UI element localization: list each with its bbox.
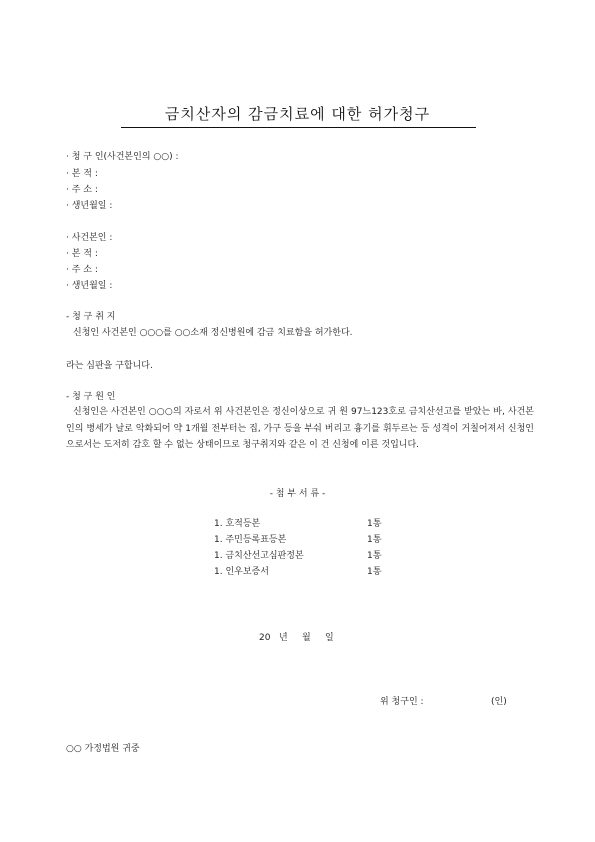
seal-mark: (인) [491, 697, 507, 707]
claimant-address: · 주 소 : [66, 185, 98, 195]
title-underline [121, 127, 476, 128]
attachment-item-name: 1. 금치산선고심판정본 [214, 551, 304, 561]
attachment-item-name: 1. 인우보증서 [214, 567, 269, 577]
cause-text: 신청인은 사건본인 ○○○의 자로서 위 사건본인은 정신이상으로 귀 원 97느123호로 금치산선고를 받았는 바, 사건본인의 병세가 날로 악화되어 약 1개월 전부터는 집, 가구 등을 부숴 버리고 흉기를 휘두르는 등 성격이 거칠어져서 신청인으로서는 도저히 감호 할 수 없는 상태이므로 청구취지와 같은 이 건 신청에 이른 것입니다. [66, 407, 534, 450]
attachment-item-name: 1. 호적등본 [214, 519, 261, 529]
attachment-item-qty: 1통 [367, 535, 382, 545]
principal-address: · 주 소 : [66, 265, 98, 275]
claimant-domicile: · 본 적 : [66, 169, 98, 179]
attachment-item-qty: 1통 [367, 551, 382, 561]
claimant-header: · 청 구 인(사건본인의 ○○) : [66, 152, 179, 162]
purpose-heading: - 청 구 취 지 [66, 312, 116, 322]
attachments-heading: - 첨 부 서 류 - [269, 489, 326, 499]
cause-heading: - 청 구 원 인 [66, 392, 116, 402]
principal-header: · 사건본인 : [66, 233, 113, 243]
signature-label: 위 청구인 : [380, 697, 424, 707]
principal-birthdate: · 생년월일 : [66, 281, 113, 291]
attachment-item-qty: 1통 [367, 567, 382, 577]
attachment-item-name: 1. 주민등록표등본 [214, 535, 287, 545]
attachment-item-qty: 1통 [367, 519, 382, 529]
purpose-closing: 라는 심판을 구합니다. [66, 361, 153, 371]
claimant-birthdate: · 생년월일 : [66, 201, 113, 211]
document-title: 금치산자의 감금치료에 대한 허가청구 [164, 105, 431, 123]
court-addressee: ○○ 가정법원 귀중 [66, 744, 140, 754]
document-date: 20 년 월 일 [259, 633, 334, 643]
principal-domicile: · 본 적 : [66, 249, 98, 259]
purpose-text: 신청인 사건본인 ○○○를 ○○소재 정신병원에 감금 치료함을 허가한다. [73, 328, 353, 338]
